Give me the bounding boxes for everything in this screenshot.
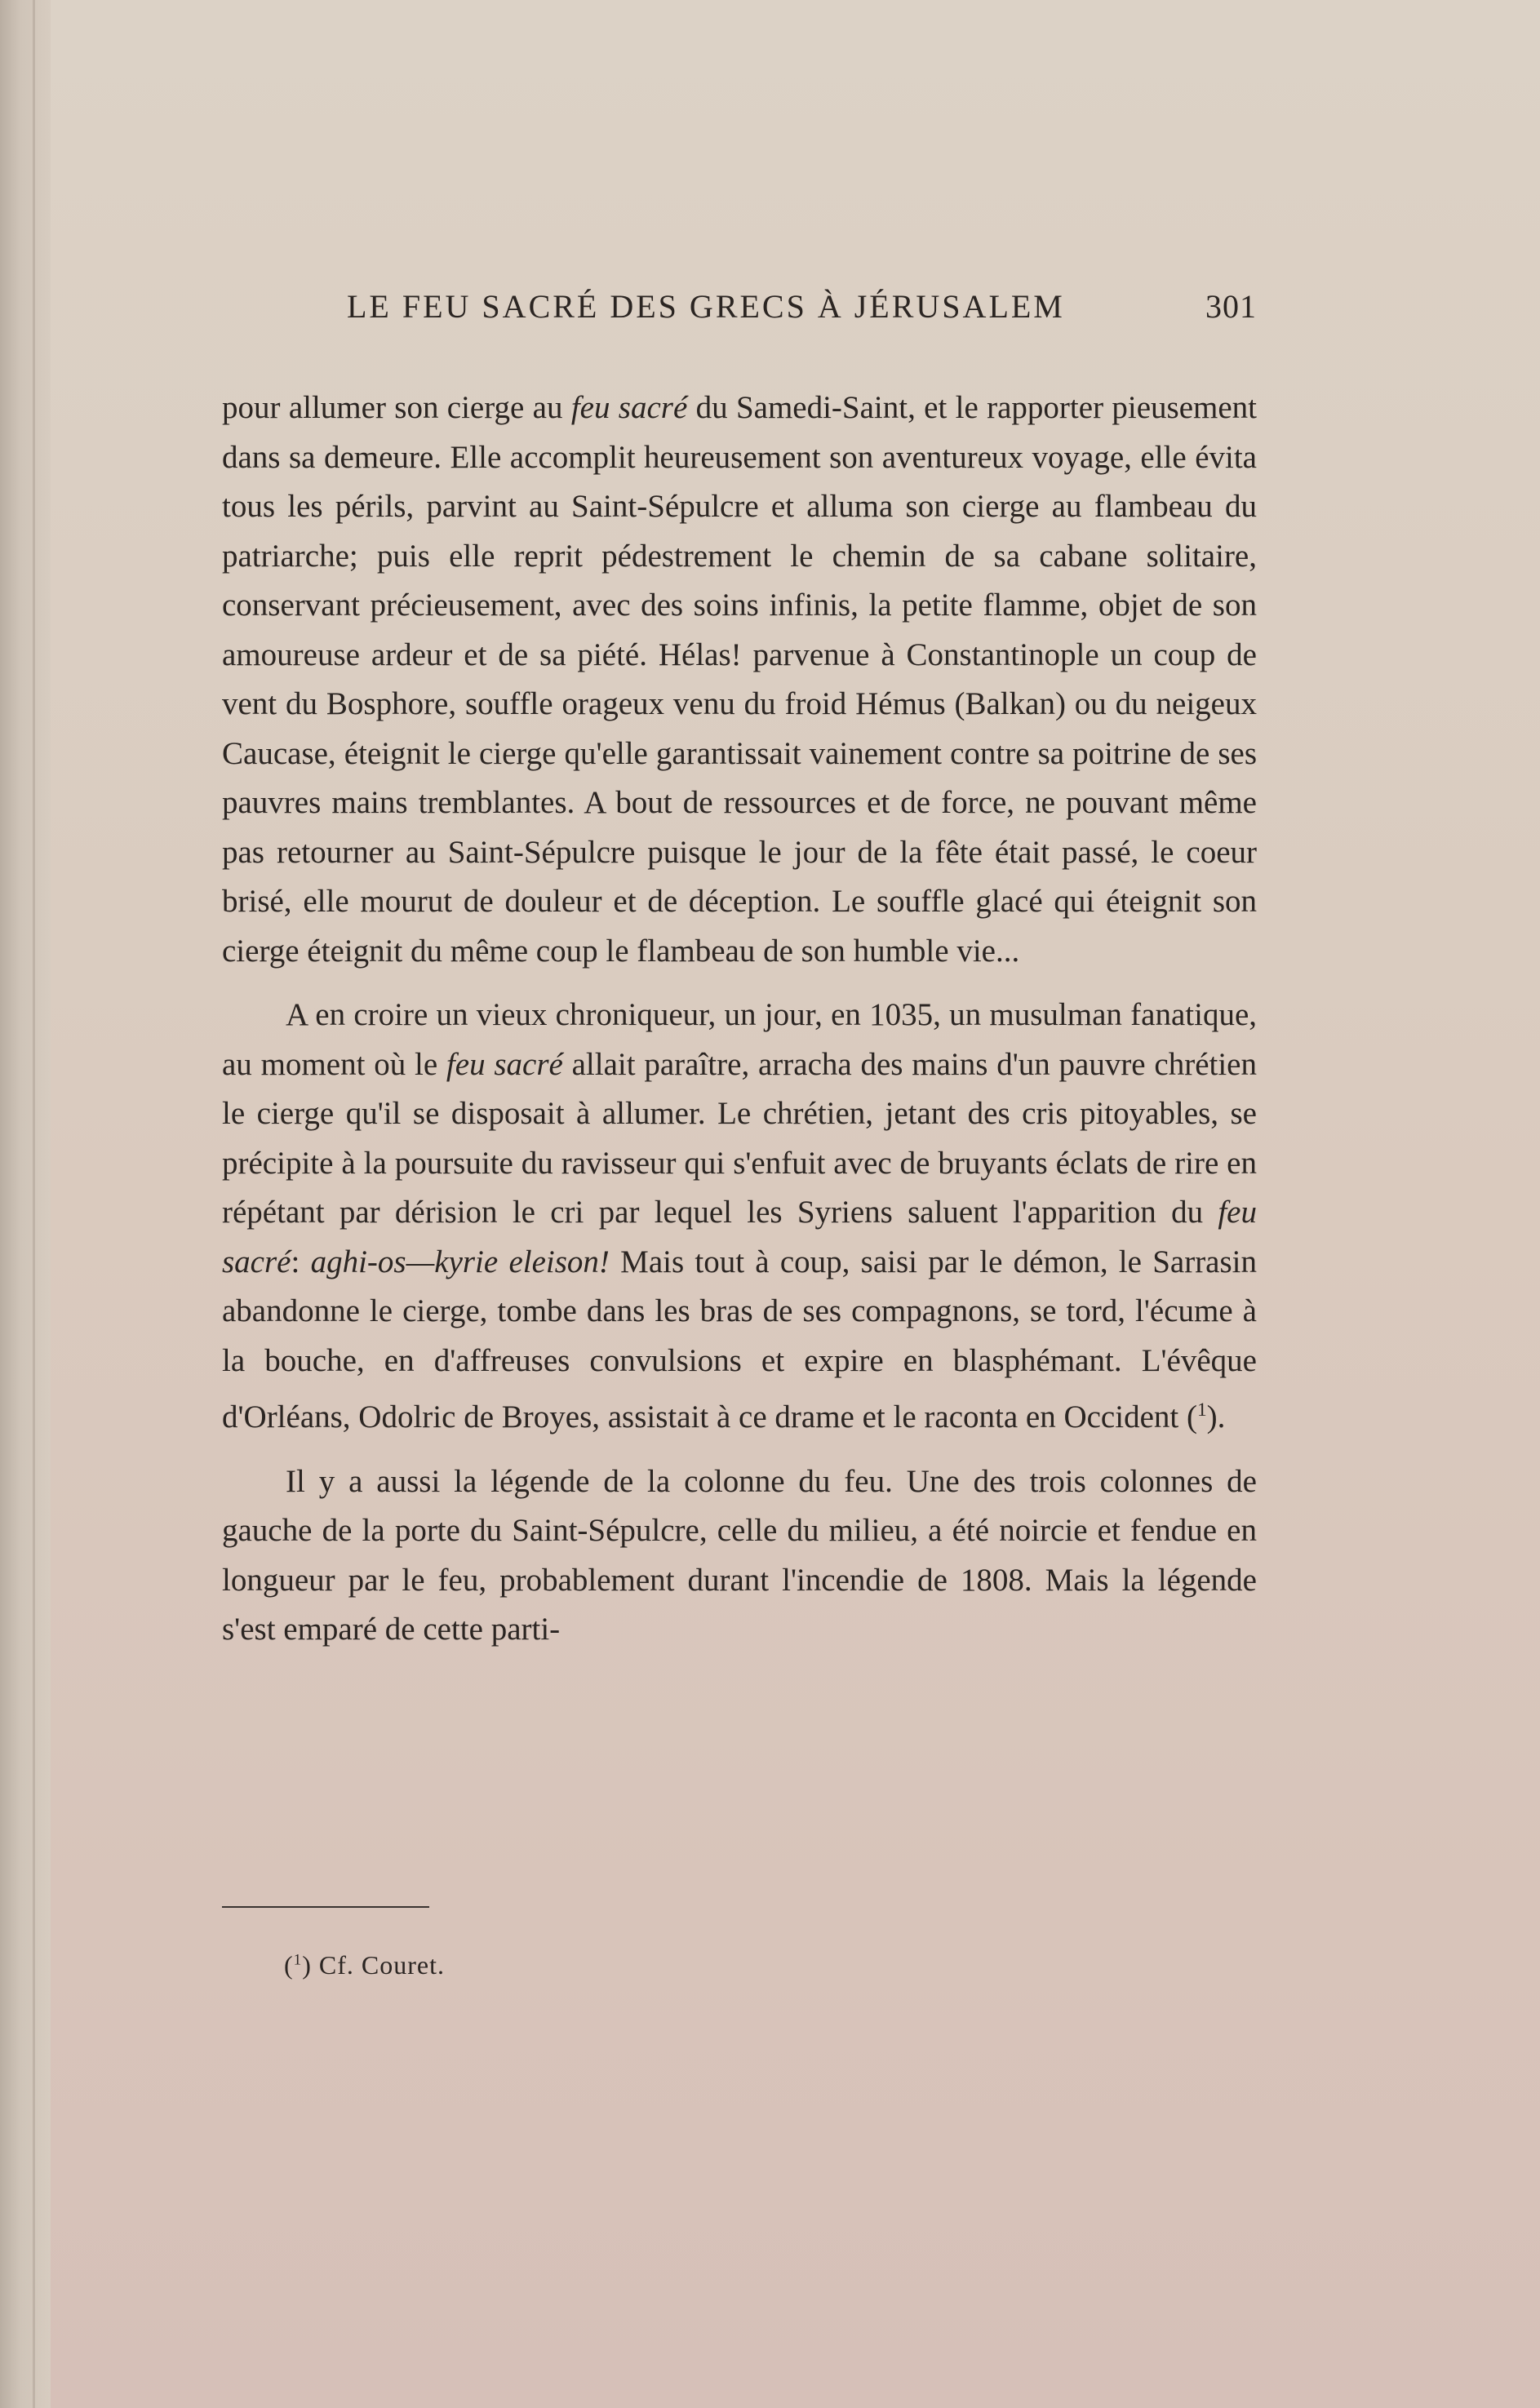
text-run: pour allumer son cierge au (222, 390, 571, 425)
page-binding-edge (0, 0, 51, 2408)
text-run: allait paraître, arracha des mains d'un pauvre chrétien le cierge qu'il se disposait à allumer. Le chrétien, jetant des cris pitoyables, se précipite à la poursuite du ravisseur qui s'enfuit avec de bruyants éclats de rire en répétant par dérision le cri par lequel les Syriens saluent l'apparition du (222, 1046, 1257, 1230)
footnote-rule (222, 1906, 429, 1908)
text-run: Il y a aussi la légende de la colonne du feu. Une des trois colonnes de gauche de la porte du Saint-Sépulcre, celle du milieu, a été noircie et fendue en longueur par le feu, probablement durant l'incendie de 1808. Mais la légende s'est emparé de cette parti- (222, 1463, 1257, 1647)
body-text (222, 384, 1257, 1670)
italic-run: aghi-os—kyrie eleison! (310, 1244, 610, 1279)
text-run: du Samedi-Saint, et le rapporter pieusement dans sa demeure. Elle accomplit heureusement son aventureux voyage, elle évita tous les périls, parvint au Saint-Sépulcre et alluma son cierge au flambeau du patriarche; puis elle reprit pédestrement le chemin de sa cabane solitaire, conservant précieusement, avec des soins infinis, la petite flamme, objet de son amoureuse ardeur et de sa piété. Hélas! parvenue à Constantinople un coup de vent du Bosphore, souffle orageux venu du froid Hémus (Balkan) ou du neigeux Caucase, éteignit le cierge qu'elle garantissait vainement contre sa poitrine de ses pauvres mains tremblantes. A bout de ressources et de force, ne pouvant même pas retourner au Saint-Sépulcre puisque le jour de la fête était passé, le coeur brisé, elle mourut de douleur et de déception. Le souffle glacé qui éteignit son cierge éteignit du même coup le flambeau de son humble vie... (222, 390, 1258, 969)
text-run: Mais tout à coup, saisi par le démon, le Sarrasin abandonne le cierge, tombe dans les bras de ses compagnons, se tord, l'écume à la bouche, en d'affreuses convulsions et expire en blasphémant. L'évêque d'Orléans, Odolric de Broyes, assistait à ce drame et le raconta en Occident ( (222, 1244, 1257, 1435)
italic-run: feu sacré (446, 1046, 563, 1082)
footnote-reference: 1 (1196, 1399, 1207, 1421)
page-number: 301 (1205, 288, 1257, 325)
running-title: LE FEU SACRÉ DES GRECS À JÉRUSALEM (347, 288, 1065, 325)
paragraph-2 (222, 991, 1257, 1443)
italic-run: feu sacré (570, 390, 688, 425)
footnote-text: ) Cf. Couret. (302, 1950, 445, 1980)
footnote: ($^1$) Cf. Couret. (284, 1950, 445, 1980)
text-run: A en croire un vieux chroniqueur, un jour, en 1035, un musulman fanatique, au moment où le (222, 997, 1257, 1082)
running-head (347, 287, 1257, 330)
paragraph-3 (222, 1457, 1257, 1655)
binding-line (33, 0, 35, 2408)
paragraph-1 (222, 384, 1257, 976)
italic-run: feu sacré (222, 1195, 1257, 1279)
text-run: : (291, 1244, 311, 1279)
text-run: ). (1206, 1399, 1226, 1435)
footnote-marker: 1 (293, 1951, 303, 1969)
